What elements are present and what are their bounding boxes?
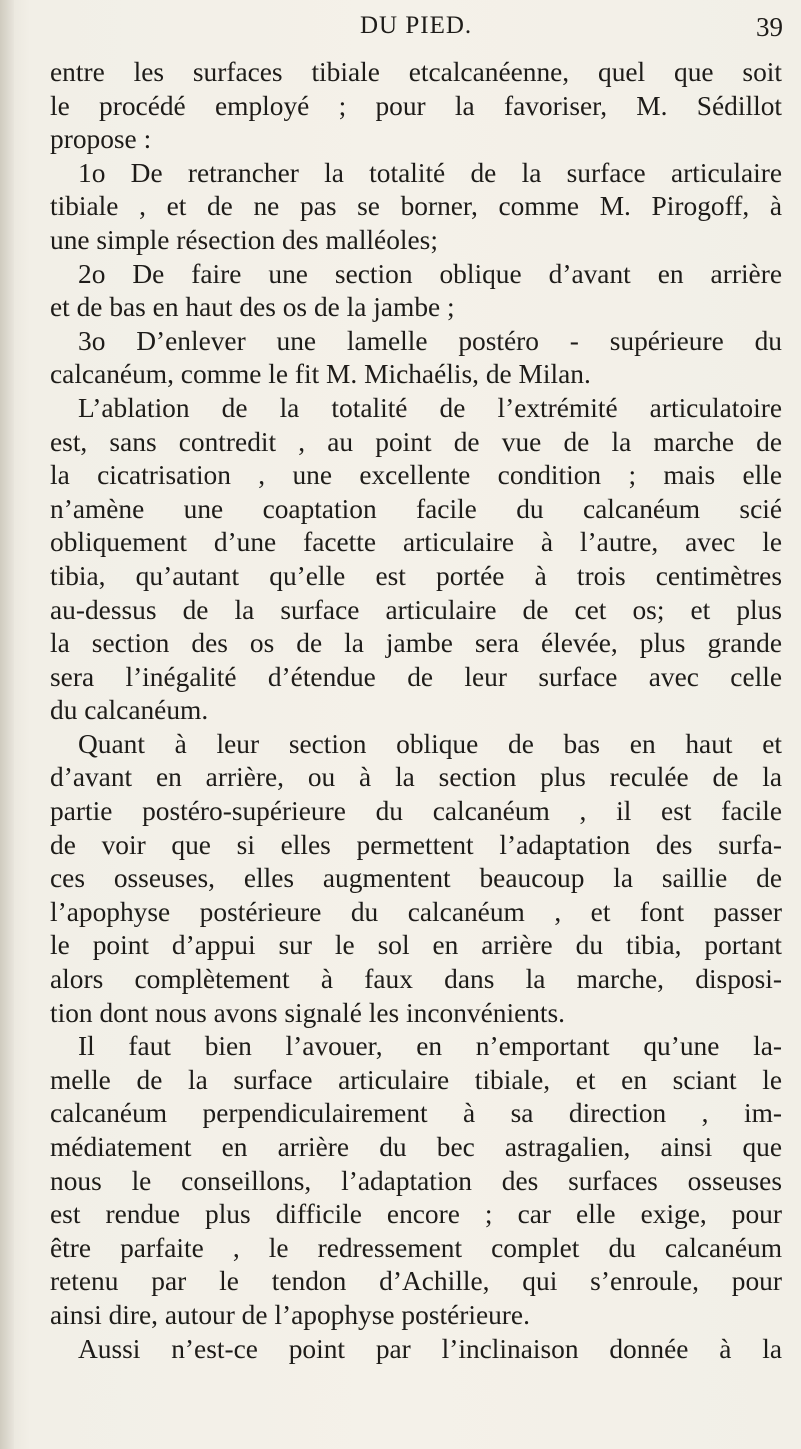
- text-line: partie postéro-supérieure du calcanéum , il est facile: [50, 796, 782, 827]
- text-line: être parfaite , le redressement complet du calcanéum: [50, 1232, 782, 1263]
- text-line: L’ablation de la totalité de l’extrémité articulatoire: [78, 392, 782, 423]
- text-line: Quant à leur section oblique de bas en haut et: [78, 728, 782, 759]
- text-line: est, sans contredit , au point de vue de la marche de: [50, 426, 782, 457]
- running-head: [0, 12, 801, 52]
- page-number: 39: [756, 12, 783, 42]
- text-line: ainsi dire, autour de l’apophyse postérieure.: [50, 1299, 530, 1330]
- text-line: tibiale , et de ne pas se borner, comme M. Pirogoff, à: [50, 191, 782, 222]
- text-line: l’apophyse postérieure du calcanéum , et font passer: [50, 896, 782, 927]
- text-line: est rendue plus difficile encore ; car elle exige, pour: [50, 1199, 782, 1230]
- page-gutter-shadow: [0, 0, 14, 1449]
- text-line: sera l’inégalité d’étendue de leur surface avec celle: [50, 661, 782, 692]
- text-line: ces osseuses, elles augmentent beaucoup la saillie de: [50, 863, 782, 894]
- text-line: retenu par le tendon d’Achille, qui s’enroule, pour: [50, 1266, 782, 1297]
- text-line: médiatement en arrière du bec astragalien, ainsi que: [50, 1132, 782, 1162]
- text-line: 2o De faire une section oblique d’avant en arrière: [78, 258, 782, 289]
- text-line: calcanéum perpendiculairement à sa direction , im-: [50, 1098, 782, 1129]
- text-line: Il faut bien l’avouer, en n’emportant qu’une la-: [78, 1031, 782, 1062]
- text-line: le point d’appui sur le sol en arrière du tibia, portant: [50, 930, 782, 961]
- text-line: la section des os de la jambe sera élevée, plus grande: [50, 628, 782, 659]
- text-line: n’amène une coaptation facile du calcanéum scié: [50, 493, 782, 524]
- text-line: du calcanéum.: [50, 695, 209, 726]
- text-line: melle de la surface articulaire tibiale, et en sciant le: [50, 1064, 782, 1095]
- text-line: alors complètement à faux dans la marche, disposi-: [50, 964, 782, 995]
- text-line: une simple résection des malléoles;: [50, 224, 438, 255]
- running-title: DU PIED.: [360, 12, 473, 39]
- text-line: 1o De retrancher la totalité de la surface articulaire: [78, 157, 782, 188]
- text-line: entre les surfaces tibiale etcalcanéenne, quel que soit: [50, 57, 782, 87]
- text-line: au-dessus de la surface articulaire de cet os; et plus: [50, 594, 782, 625]
- body-text: [50, 56, 782, 1366]
- text-line: obliquement d’une facette articulaire à l’autre, avec le: [50, 527, 782, 558]
- text-line: tibia, qu’autant qu’elle est portée à trois centimètres: [50, 560, 782, 591]
- text-line: propose :: [50, 124, 152, 155]
- text-line: nous le conseillons, l’adaptation des surfaces osseuses: [50, 1165, 782, 1196]
- text-line: de voir que si elles permettent l’adaptation des surfa-: [50, 829, 782, 860]
- text-line: le procédé employé ; pour la favoriser, M. Sédillot: [50, 90, 782, 121]
- text-line: et de bas en haut des os de la jambe ;: [50, 292, 455, 323]
- text-line: la cicatrisation , une excellente condition ; mais elle: [50, 460, 782, 491]
- text-line: calcanéum, comme le fit M. Michaélis, de Milan.: [50, 359, 591, 390]
- text-line: 3o D’enlever une lamelle postéro - supérieure du: [78, 325, 782, 356]
- text-line: Aussi n’est-ce point par l’inclinaison donnée à la: [78, 1333, 782, 1364]
- text-line: d’avant en arrière, ou à la section plus reculée de la: [50, 762, 782, 793]
- text-line: tion dont nous avons signalé les inconvénients.: [50, 997, 566, 1028]
